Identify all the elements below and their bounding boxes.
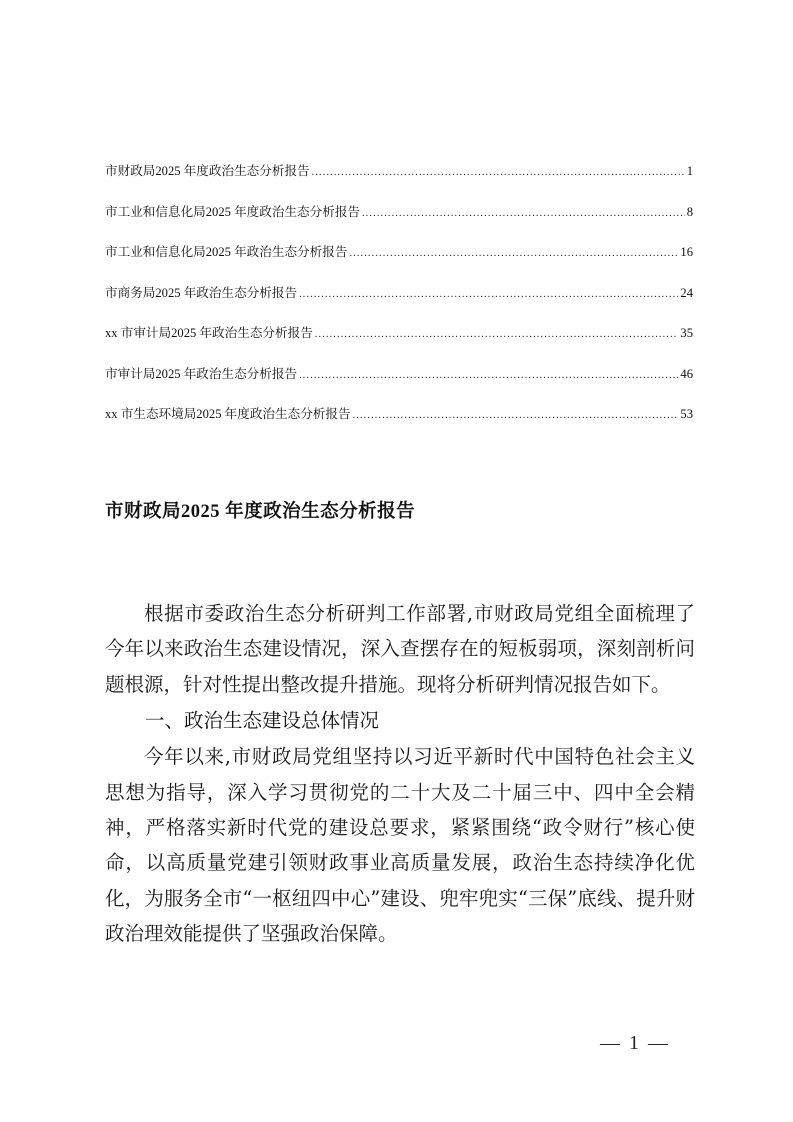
section-heading: 一、政治生态建设总体情况 <box>145 709 380 733</box>
toc-leader-dots <box>299 370 678 381</box>
toc-entry-page: 53 <box>680 407 693 421</box>
toc-entry-title: 市财政局2025 年度政治生态分析报告 <box>105 164 310 178</box>
toc-entry-title: 市工业和信息化局2025 年政治生态分析报告 <box>105 245 348 259</box>
toc-entry-title: xx 市生态环境局2025 年度政治生态分析报告 <box>105 407 351 421</box>
toc-entry[interactable] <box>105 363 693 380</box>
toc-entry[interactable] <box>105 160 693 177</box>
toc-entry[interactable] <box>105 322 693 339</box>
toc-entry[interactable] <box>105 282 693 299</box>
toc-leader-dots <box>353 410 679 421</box>
toc-entry-title: 市审计局2025 年政治生态分析报告 <box>105 366 298 381</box>
toc-entry-page: 46 <box>680 366 693 381</box>
toc-entry-page: 8 <box>686 204 693 219</box>
section-paragraph: 今年以来,市财政局党组坚持以习近平新时代中国特色社会主义思想为指导，深入学习贯彻党的二十大及二十届三中、四中全会精神，严格落实新时代党的建设总要求，紧紧围绕“政令财行”核心使命，以高质量党建引领财政事业高质量发展，政治生态持续净化优化，为服务全市“一枢纽四中心”建设、兜牢兜实“三保”底线、提升财政治理效能提供了坚强政治保障。 <box>105 745 695 946</box>
document-body <box>105 596 695 952</box>
toc-leader-dots <box>315 329 679 340</box>
page-number: — 1 — <box>600 1032 670 1054</box>
toc-entry[interactable] <box>105 241 693 258</box>
toc-entry[interactable] <box>105 403 693 420</box>
toc-entry-page: 1 <box>686 164 693 178</box>
toc-leader-dots <box>299 289 678 300</box>
toc-entry[interactable] <box>105 201 693 218</box>
toc-leader-dots <box>349 248 678 259</box>
toc-entry-title: xx 市审计局2025 年政治生态分析报告 <box>105 326 313 340</box>
toc-entry-title: 市商务局2025 年政治生态分析报告 <box>105 285 298 300</box>
toc-entry-title: 市工业和信息化局2025 年度政治生态分析报告 <box>105 204 361 219</box>
intro-paragraph: 根据市委政治生态分析研判工作部署,市财政局党组全面梳理了今年以来政治生态建设情况，深入查摆存在的短板弱项，深刻剖析问题根源，针对性提出整改提升措施。现将分析研判情况报告如下。 <box>105 602 695 696</box>
toc-entry-page: 24 <box>680 285 693 300</box>
toc-entry-page: 16 <box>680 245 693 259</box>
toc-entry-page: 35 <box>680 326 693 340</box>
toc-leader-dots <box>362 208 685 219</box>
toc-leader-dots <box>312 167 685 178</box>
document-title: 市财政局2025 年度政治生态分析报告 <box>105 502 416 522</box>
table-of-contents <box>105 160 693 444</box>
